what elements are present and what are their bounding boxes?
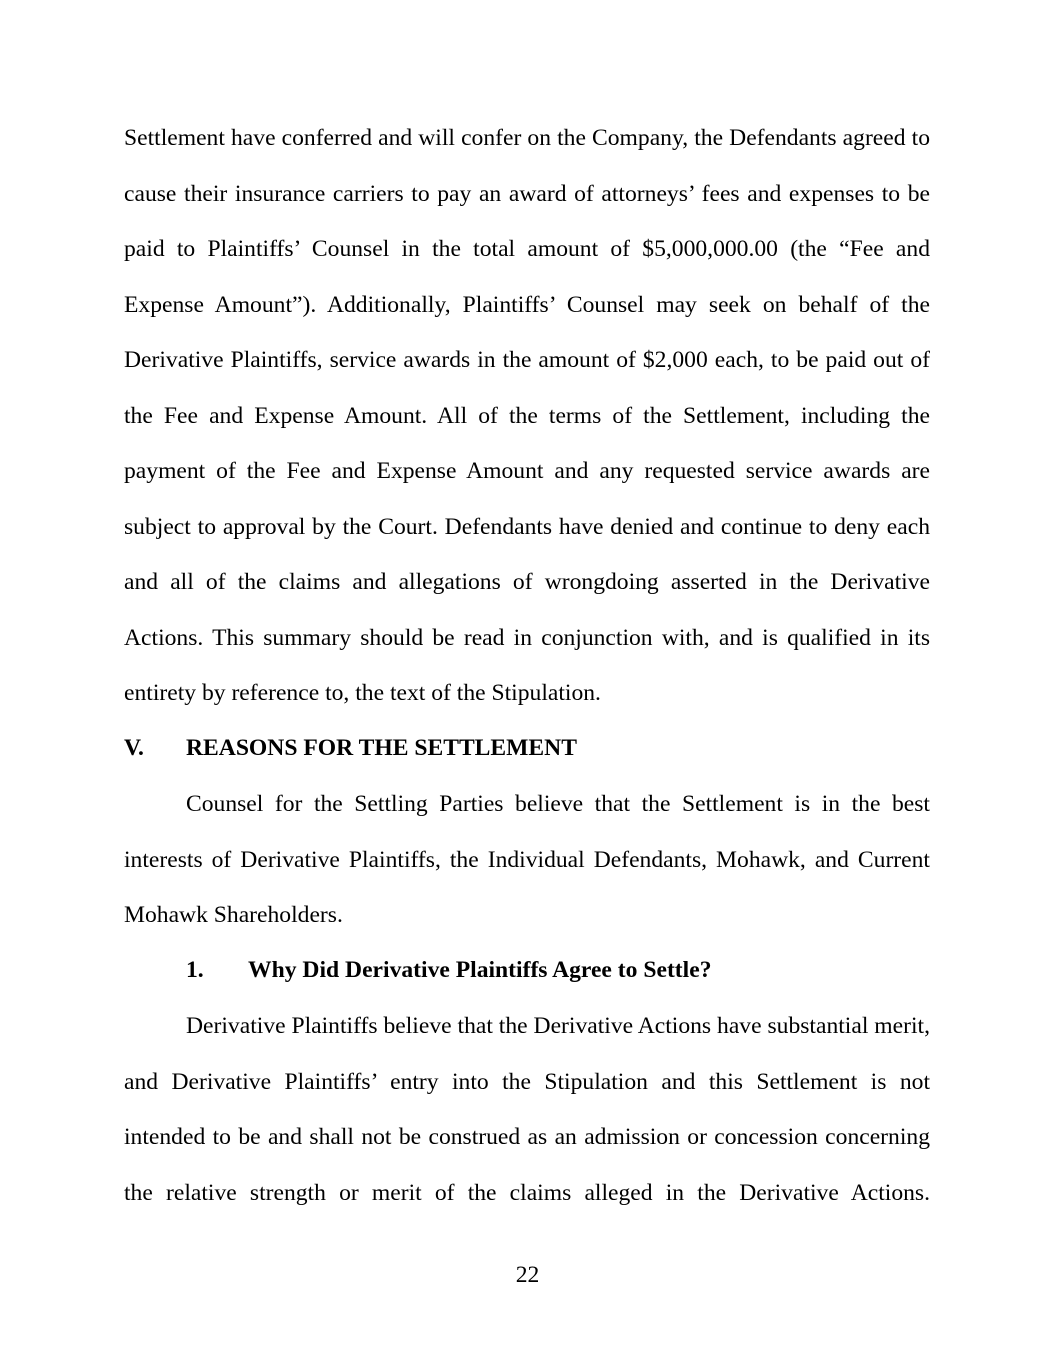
page-number: 22	[515, 1262, 540, 1288]
subsection-heading-why-settle	[186, 943, 712, 999]
section-number: V.	[124, 735, 144, 761]
section-heading-reasons	[124, 721, 577, 777]
subsection-number: 1.	[186, 957, 204, 983]
body-paragraph-counsel-belief: Counsel for the Settling Parties believe that the Settlement is in the best interests of Derivative Plaintiffs, the Individual Defendants, Mohawk, and Current Mohawk Shareholders.	[124, 791, 930, 928]
subsection-title: Why Did Derivative Plaintiffs Agree to Settle?	[248, 957, 712, 983]
body-paragraph-fee-and-expense: Settlement have conferred and will confer on the Company, the Defendants agreed to cause their insurance carriers to pay an award of attorneys’ fees and expenses to be paid to Plaintiffs’ Counsel in the total amount of $5,000,000.00 (the “Fee and Expense Amount”). Additionally, Plaintiffs’ Counsel may seek on behalf of the Derivative Plaintiffs, service awards in the amount of $2,000 each, to be paid out of the Fee and Expense Amount. All of the terms of the Settlement, including the payment of the Fee and Expense Amount and any requested service awards are subject to approval by the Court. Defendants have denied and continue to deny each and all of the claims and allegations of wrongdoing asserted in the Derivative Actions. This summary should be read in conjunction with, and is qualified in its entirety by reference to, the text of the Stipulation.	[124, 125, 930, 706]
section-title: REASONS FOR THE SETTLEMENT	[186, 735, 577, 761]
body-paragraph-plaintiffs-belief: Derivative Plaintiffs believe that the Derivative Actions have substantial merit, and Derivative Plaintiffs’ entry into the Stipulation and this Settlement is not intended to be and shall not be construed as an admission or concession concerning the relative strength or merit of the claims alleged in the Derivative Actions.	[124, 1013, 930, 1206]
